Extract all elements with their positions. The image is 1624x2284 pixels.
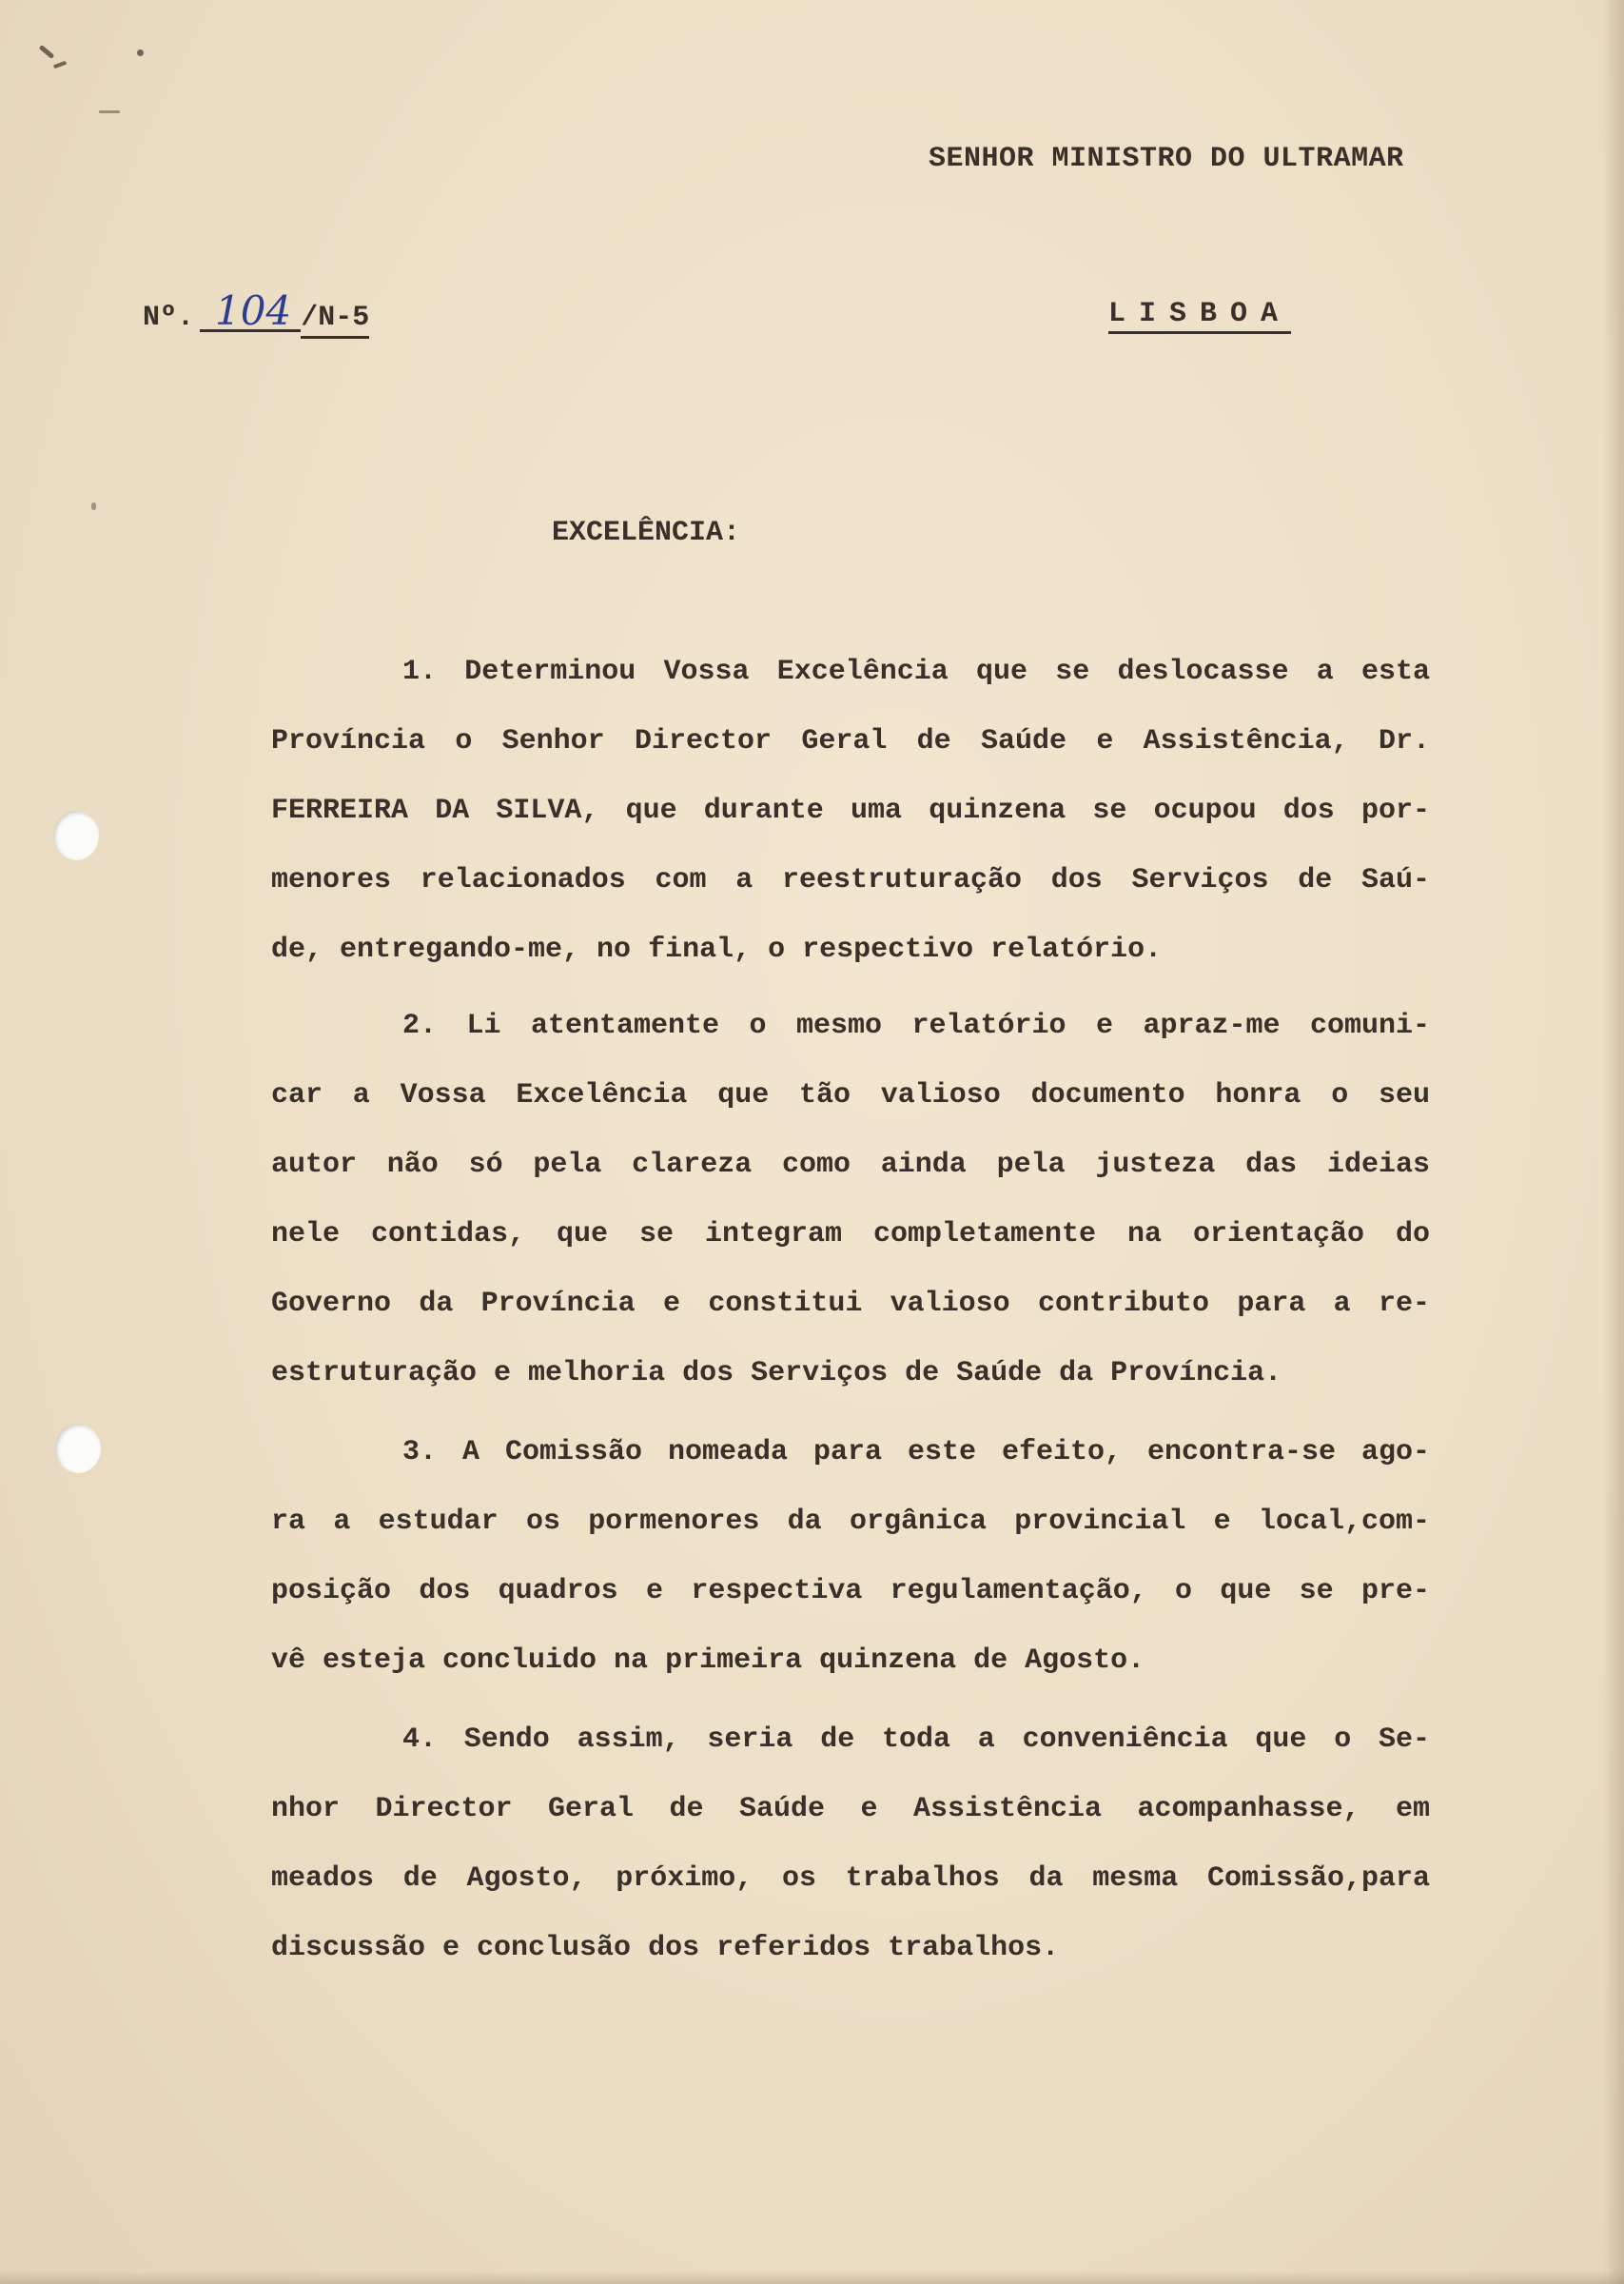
text-line: FERREIRA DA SILVA, que durante uma quinzena se ocupou dos por- [271, 795, 1430, 827]
paragraph-2 [271, 992, 1430, 1408]
reference-suffix: /N-5 [301, 300, 369, 339]
ink-smudge [99, 110, 120, 113]
addressee: SENHOR MINISTRO DO ULTRAMAR [929, 143, 1404, 175]
text-line: meados de Agosto, próximo, os trabalhos da mesma Comissão,para [271, 1862, 1430, 1895]
text-line: ra a estudar os pormenores da orgânica provincial e local,com- [271, 1506, 1430, 1538]
paragraph-3 [271, 1418, 1430, 1696]
text-line: 3. A Comissão nomeada para este efeito, encontra-se ago- [402, 1436, 1430, 1468]
text-line: estruturação e melhoria dos Serviços de Saúde da Província. [271, 1357, 1282, 1389]
reference-number [143, 287, 370, 339]
paragraph-1 [271, 638, 1430, 985]
reference-number-handwritten: 104 [200, 293, 301, 332]
ink-dot [137, 49, 144, 56]
text-line: vê esteja concluido na primeira quinzena de Agosto. [271, 1644, 1145, 1677]
text-line: 1. Determinou Vossa Excelência que se deslocasse a esta [402, 656, 1430, 688]
text-line: Província o Senhor Director Geral de Saúde e Assistência, Dr. [271, 725, 1430, 758]
text-line: nele contidas, que se integram completamente na orientação do [271, 1218, 1430, 1250]
punch-hole-lower [55, 1424, 101, 1473]
text-line: car a Vossa Excelência que tão valioso documento honra o seu [271, 1079, 1430, 1112]
text-line: posição dos quadros e respectiva regulamentação, o que se pre- [271, 1575, 1430, 1607]
text-line: de, entregando-me, no final, o respectivo relatório. [271, 934, 1163, 966]
text-line: nhor Director Geral de Saúde e Assistência acompanhasse, em [271, 1793, 1430, 1825]
page-bottom-shadow [0, 2271, 1624, 2284]
ink-smudge [38, 45, 54, 59]
city: LISBOA [1108, 297, 1291, 334]
salutation: EXCELÊNCIA: [552, 517, 741, 549]
text-line: autor não só pela clareza como ainda pela justeza das ideias [271, 1149, 1430, 1181]
text-line: Governo da Província e constitui valioso contributo para a re- [271, 1288, 1430, 1320]
ink-dot [91, 502, 96, 510]
text-line: menores relacionados com a reestruturação dos Serviços de Saú- [271, 864, 1430, 896]
ink-smudge [53, 61, 68, 69]
reference-prefix: Nº. [143, 302, 195, 334]
punch-hole-upper [53, 811, 99, 860]
page-edge-shadow [1603, 0, 1624, 2284]
text-line: discussão e conclusão dos referidos trabalhos. [271, 1932, 1060, 1964]
text-line: 4. Sendo assim, seria de toda a conveniência que o Se- [402, 1723, 1430, 1756]
paragraph-4 [271, 1705, 1430, 1983]
text-line: 2. Li atentamente o mesmo relatório e apraz-me comuni- [402, 1010, 1430, 1042]
